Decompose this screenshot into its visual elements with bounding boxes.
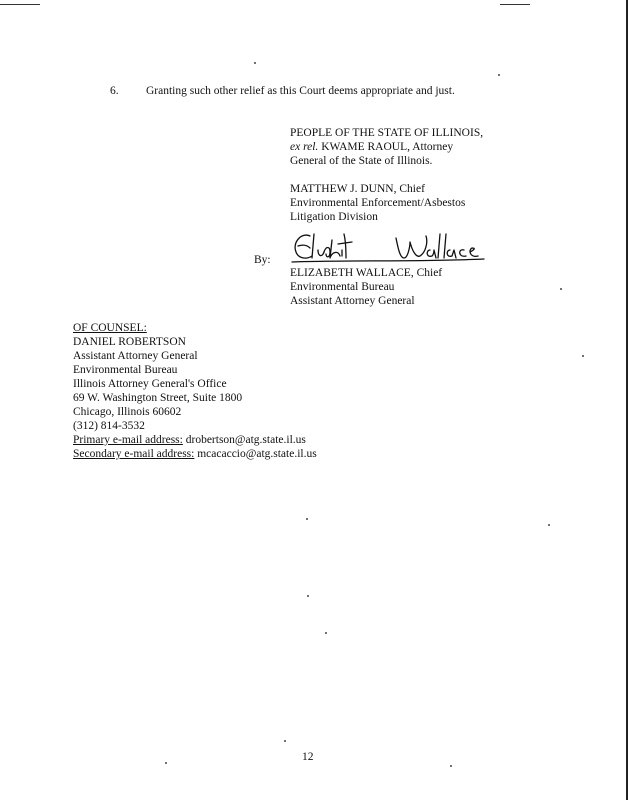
scan-speck [284, 740, 286, 742]
counsel-office: Illinois Attorney General's Office [73, 378, 227, 390]
primary-email-link[interactable]: drobertson@atg.state.il.us [182, 434, 306, 446]
page-number: 12 [302, 751, 314, 763]
relief-text: Granting such other relief as this Court deems appropriate and just. [146, 85, 455, 97]
secondary-email-link[interactable]: mcacaccio@atg.state.il.us [194, 448, 317, 460]
scan-speck [307, 595, 309, 597]
party-line-3: General of the State of Illinois. [290, 155, 433, 167]
scan-speck [306, 518, 308, 520]
counsel-phone: (312) 814-3532 [73, 420, 145, 432]
handwritten-signature [288, 228, 488, 270]
secondary-email-line [73, 447, 317, 461]
ex-rel-label: ex rel. [290, 141, 319, 153]
counsel-address-1: 69 W. Washington Street, Suite 1800 [73, 392, 243, 404]
by-label: By: [254, 254, 271, 266]
signer-line-3: Assistant Attorney General [290, 295, 415, 307]
counsel-bureau: Environmental Bureau [73, 364, 178, 376]
scan-speck [165, 762, 167, 764]
primary-email-line [73, 433, 306, 447]
counsel-heading: OF COUNSEL: [73, 322, 147, 334]
scan-speck [582, 355, 584, 357]
party-line-2 [290, 140, 453, 154]
scan-speck [450, 765, 452, 767]
scan-speck [254, 62, 256, 64]
scan-speck [560, 288, 562, 290]
scan-speck [325, 632, 327, 634]
scan-speck [548, 524, 550, 526]
counsel-address-2: Chicago, Illinois 60602 [73, 406, 182, 418]
scan-edge-line [626, 0, 628, 800]
scan-top-mark [500, 4, 530, 5]
chief-line-3: Litigation Division [290, 211, 378, 223]
signer-name: ELIZABETH WALLACE, Chief [290, 267, 443, 279]
relief-number: 6. [110, 85, 119, 97]
scan-top-mark [0, 4, 40, 5]
counsel-name: DANIEL ROBERTSON [73, 336, 186, 348]
scan-speck [498, 74, 500, 76]
chief-name: MATTHEW J. DUNN, Chief [290, 183, 425, 195]
counsel-title: Assistant Attorney General [73, 350, 198, 362]
chief-line-2: Environmental Enforcement/Asbestos [290, 197, 466, 209]
party-line-1: PEOPLE OF THE STATE OF ILLINOIS, [290, 127, 484, 139]
secondary-email-label: Secondary e-mail address: [73, 448, 195, 460]
primary-email-label: Primary e-mail address: [73, 434, 183, 446]
signer-line-2: Environmental Bureau [290, 281, 395, 293]
party-line-2-rest: KWAME RAOUL, Attorney [318, 141, 454, 153]
